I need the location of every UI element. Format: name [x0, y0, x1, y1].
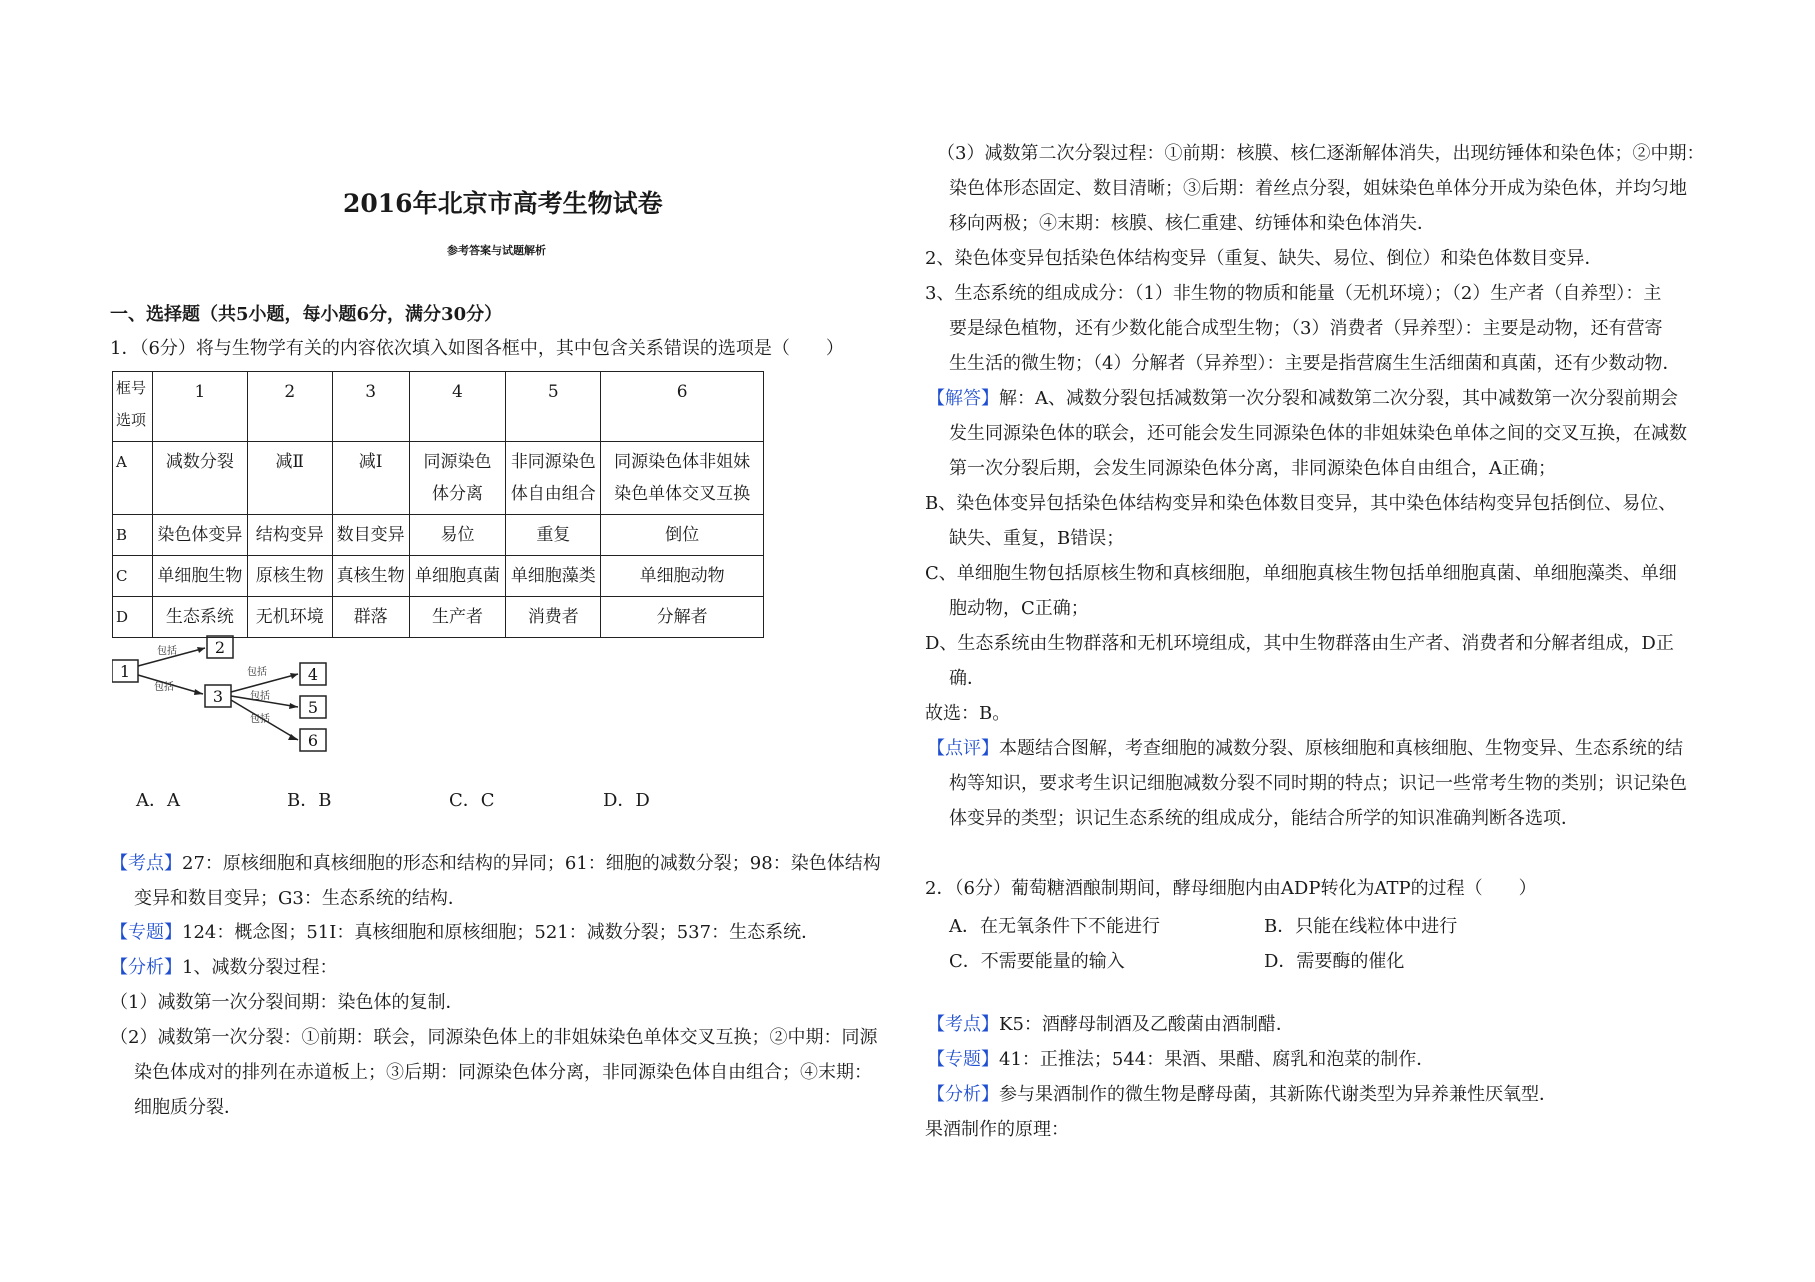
- table-header-row: [113, 372, 764, 442]
- table-cell: 真核生物: [332, 556, 409, 597]
- zhuanti-text: 41：正推法；544：果酒、果醋、腐乳和泡菜的制作．: [999, 1049, 1435, 1070]
- table-cell: 易位: [409, 515, 506, 556]
- row-label: C: [113, 556, 153, 597]
- comment-line: 构等知识，要求考生识记细胞减数分裂不同时期的特点；识记一些常考生物的类别；识记染色: [949, 773, 1687, 794]
- table-header: 3: [332, 372, 409, 442]
- kaodian-tag: 【考点】: [927, 1014, 999, 1035]
- q2-option-d: D．需要酶的催化: [1264, 951, 1405, 972]
- diagram-arrow-label: 包括: [154, 682, 174, 693]
- answer-line: 发生同源染色体的联会，还可能会发生同源染色体的非姐妹染色单体之间的交叉互换，在减数: [949, 423, 1687, 444]
- answer-choice: 故选：B。: [925, 703, 1011, 724]
- page-title: 2016年北京市高考生物试卷: [343, 189, 663, 218]
- diagram-arrow-label: 包括: [250, 714, 270, 725]
- row-label: A: [113, 442, 153, 515]
- analysis-line: 移向两极；④末期：核膜、核仁重建、纺锤体和染色体消失．: [949, 213, 1435, 234]
- answer-line: C、单细胞生物包括原核生物和真核细胞，单细胞真核生物包括单细胞真菌、单细胞藻类、单细: [925, 563, 1677, 584]
- kaodian-text: K5：酒酵母制酒及乙酸菌由酒制醋．: [999, 1014, 1294, 1035]
- kaodian-text: 27：原核细胞和真核细胞的形态和结构的异同；61：细胞的减数分裂；98：染色体结构: [182, 853, 881, 874]
- q2-option-a: A．在无氧条件下不能进行: [949, 916, 1160, 937]
- comment-line: 体变异的类型；识记生态系统的组成成分，能结合所学的知识准确判断各选项．: [949, 808, 1579, 829]
- corner-top-label: 框号: [116, 379, 147, 397]
- table-cell: 单细胞动物: [601, 556, 764, 597]
- analysis-line: 2、染色体变异包括染色体结构变异（重复、缺失、易位、倒位）和染色体数目变异．: [925, 248, 1603, 269]
- option-b: B．B: [287, 790, 332, 811]
- table-header: 2: [247, 372, 332, 442]
- table-header: 4: [409, 372, 506, 442]
- row-label: D: [113, 597, 153, 638]
- zhuanti-text: 124：概念图；51I：真核细胞和原核细胞；521：减数分裂；537：生态系统．: [182, 922, 820, 943]
- page-subtitle: 参考答案与试题解析: [447, 244, 546, 257]
- table-cell: 分解者: [601, 597, 764, 638]
- table-cell: 重复: [506, 515, 601, 556]
- diagram-arrow-label: 包括: [247, 667, 267, 678]
- analysis-line: 要是绿色植物，还有少数化能合成型生物；（3）消费者（异养型）：主要是动物，还有营寄: [949, 318, 1663, 339]
- table-cell: 同源染色 体分离: [409, 442, 506, 515]
- q1-zhuanti: [110, 921, 819, 945]
- dianping-text: 本题结合图解，考查细胞的减数分裂、原核细胞和真核细胞、生物变异、生态系统的结: [999, 738, 1683, 759]
- analysis-line: 染色体成对的排列在赤道板上；③后期：同源染色体分离，非同源染色体自由组合；④末期：: [134, 1062, 872, 1083]
- table-header: 1: [152, 372, 247, 442]
- table-cell: 无机环境: [247, 597, 332, 638]
- table-cell: 减数分裂: [152, 442, 247, 515]
- table-cell: 减Ⅱ: [247, 442, 332, 515]
- diagram-arrow-label: 包括: [157, 646, 177, 657]
- table-row-c: [113, 556, 764, 597]
- question-1-table: [112, 371, 764, 638]
- q2-kaodian: [927, 1013, 1294, 1037]
- analysis-line: 细胞质分裂．: [134, 1097, 242, 1118]
- fenxi-tag: 【分析】: [110, 957, 182, 978]
- answer-line: 胞动物，C正确；: [949, 598, 1089, 619]
- q2-zhuanti: [927, 1048, 1434, 1072]
- row-label: B: [113, 515, 153, 556]
- table-cell: 单细胞藻类: [506, 556, 601, 597]
- table-cell: 染色体变异: [152, 515, 247, 556]
- fenxi-text: 1、减数分裂过程：: [182, 957, 338, 978]
- q2-option-b: B．只能在线粒体中进行: [1264, 916, 1458, 937]
- table-header: 5: [506, 372, 601, 442]
- analysis-line: （2）减数第一次分裂：①前期：联会，同源染色体上的非姐妹染色单体交叉互换；②中期：同源: [110, 1027, 878, 1048]
- option-c: C．C: [449, 790, 495, 811]
- q1-kaodian: [110, 852, 881, 876]
- corner-bottom-label: 选项: [116, 411, 147, 429]
- diagram-box-label: 6: [307, 731, 319, 750]
- q1-dianping: [927, 737, 1683, 761]
- table-cell: 单细胞真菌: [409, 556, 506, 597]
- answer-line: 第一次分裂后期，会发生同源染色体分离，非同源染色体自由组合，A正确；: [949, 458, 1556, 479]
- analysis-line: （1）减数第一次分裂间期：染色体的复制．: [110, 992, 464, 1013]
- section-heading: 一、选择题（共5小题，每小题6分，满分30分）: [110, 304, 503, 325]
- analysis-line: 生生活的微生物；（4）分解者（异养型）：主要是指营腐生生活细菌和真菌，还有少数动物．: [949, 353, 1681, 374]
- jieda-tag: 【解答】: [927, 388, 999, 409]
- kaodian-tag: 【考点】: [110, 853, 182, 874]
- q2-last-line: 果酒制作的原理：: [925, 1119, 1069, 1140]
- table-cell: 群落: [332, 597, 409, 638]
- zhuanti-tag: 【专题】: [110, 922, 182, 943]
- diagram-arrow-label: 包括: [250, 691, 270, 702]
- table-cell: 减Ⅰ: [332, 442, 409, 515]
- dianping-tag: 【点评】: [927, 738, 999, 759]
- answer-line: D、生态系统由生物群落和无机环境组成，其中生物群落由生产者、消费者和分解者组成，D正: [925, 633, 1674, 654]
- table-corner-cell: [113, 372, 153, 442]
- answer-line: B、染色体变异包括染色体结构变异和染色体数目变异，其中染色体结构变异包括倒位、易位、: [925, 493, 1677, 514]
- diagram-box-label: 5: [307, 698, 319, 717]
- q2-fenxi: [927, 1083, 1557, 1107]
- fenxi-tag: 【分析】: [927, 1084, 999, 1105]
- table-row-a: [113, 442, 764, 515]
- analysis-line: 染色体形态固定、数目清晰；③后期：着丝点分裂，姐妹染色单体分开成为染色体，并均匀地: [949, 178, 1687, 199]
- table-cell: 生态系统: [152, 597, 247, 638]
- table-row-b: [113, 515, 764, 556]
- option-a: A．A: [136, 790, 180, 811]
- table-header: 6: [601, 372, 764, 442]
- diagram-box-label: 4: [307, 665, 319, 684]
- diagram-box-label: 3: [212, 687, 224, 706]
- analysis-line: （3）减数第二次分裂过程：①前期：核膜、核仁逐渐解体消失，出现纺锤体和染色体；②中期：: [937, 143, 1705, 164]
- q1-kaodian-cont: 变异和数目变异；G3：生态系统的结构．: [134, 888, 466, 909]
- table-cell: 单细胞生物: [152, 556, 247, 597]
- q2-option-c: C．不需要能量的输入: [949, 951, 1125, 972]
- q1-fenxi: [110, 956, 337, 980]
- table-cell: 数目变异: [332, 515, 409, 556]
- table-cell: 消费者: [506, 597, 601, 638]
- q1-jieda: [927, 387, 1678, 411]
- diagram-box-label: 1: [119, 662, 131, 681]
- table-cell: 同源染色体非姐妹 染色单体交叉互换: [601, 442, 764, 515]
- fenxi-text: 参与果酒制作的微生物是酵母菌，其新陈代谢类型为异养兼性厌氧型．: [999, 1084, 1557, 1105]
- diagram-box-label: 2: [214, 638, 226, 657]
- jieda-text: 解：A、减数分裂包括减数第一次分裂和减数第二次分裂，其中减数第一次分裂前期会: [999, 388, 1678, 409]
- table-cell: 生产者: [409, 597, 506, 638]
- table-cell: 倒位: [601, 515, 764, 556]
- zhuanti-tag: 【专题】: [927, 1049, 999, 1070]
- concept-diagram: [112, 630, 342, 760]
- analysis-line: 3、生态系统的组成成分：（1）非生物的物质和能量（无机环境）；（2）生产者（自养型）：主: [925, 283, 1662, 304]
- option-d: D．D: [603, 790, 650, 811]
- answer-line: 确．: [949, 668, 985, 689]
- question-2-stem: 2．（6分）葡萄糖酒酿制期间，酵母细胞内由ADP转化为ATP的过程（ ）: [925, 878, 1537, 899]
- question-1-stem: 1．（6分）将与生物学有关的内容依次填入如图各框中，其中包含关系错误的选项是（ ）: [110, 338, 844, 359]
- table-cell: 结构变异: [247, 515, 332, 556]
- table-cell: 原核生物: [247, 556, 332, 597]
- answer-line: 缺失、重复，B错误；: [949, 528, 1125, 549]
- table-cell: 非同源染色 体自由组合: [506, 442, 601, 515]
